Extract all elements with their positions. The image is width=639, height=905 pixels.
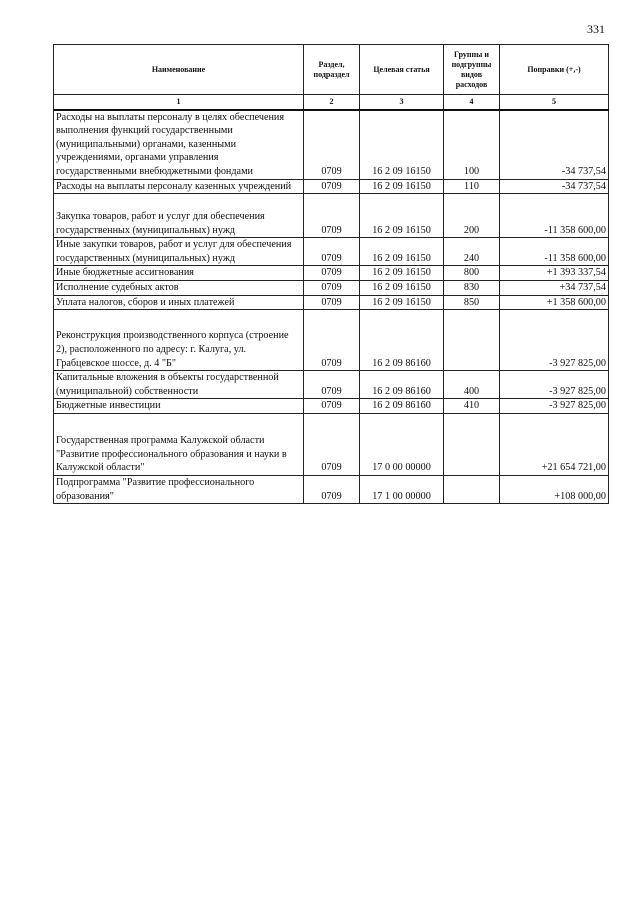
col-number-4: 4 [444, 95, 500, 110]
column-number-row [54, 95, 609, 110]
header-name: Наименование [54, 45, 304, 95]
table-row [54, 194, 609, 238]
row-amount: +1 393 337,54 [500, 266, 609, 281]
row-group [444, 413, 500, 475]
row-section: 0709 [304, 399, 360, 414]
row-name: Иные закупки товаров, работ и услуг для обеспечения государственных (муниципальных) нужд [54, 238, 304, 266]
row-target: 16 2 09 16150 [360, 266, 444, 281]
row-name: Реконструкция производственного корпуса (строение 2), расположенного по адресу: г. Калуга, ул. Грабцевское шоссе, д. 4 "Б" [54, 310, 304, 371]
row-amount: +108 000,00 [500, 475, 609, 503]
row-section: 0709 [304, 110, 360, 179]
col-number-5: 5 [500, 95, 609, 110]
row-name: Уплата налогов, сборов и иных платежей [54, 295, 304, 310]
row-name: Исполнение судебных актов [54, 280, 304, 295]
row-section: 0709 [304, 310, 360, 371]
row-group: 110 [444, 179, 500, 194]
row-group: 240 [444, 238, 500, 266]
row-group: 400 [444, 371, 500, 399]
row-group: 100 [444, 110, 500, 179]
table-row [54, 238, 609, 266]
table-row [54, 280, 609, 295]
row-target: 16 2 09 16150 [360, 110, 444, 179]
row-section: 0709 [304, 413, 360, 475]
row-name: Расходы на выплаты персоналу казенных учреждений [54, 179, 304, 194]
row-target: 17 0 00 00000 [360, 413, 444, 475]
row-target: 16 2 09 16150 [360, 295, 444, 310]
row-section: 0709 [304, 280, 360, 295]
row-section: 0709 [304, 266, 360, 281]
row-target: 16 2 09 16150 [360, 194, 444, 238]
row-target: 16 2 09 86160 [360, 399, 444, 414]
row-section: 0709 [304, 179, 360, 194]
col-number-3: 3 [360, 95, 444, 110]
table-row [54, 295, 609, 310]
row-amount: -3 927 825,00 [500, 399, 609, 414]
row-name: Бюджетные инвестиции [54, 399, 304, 414]
row-amount: +21 654 721,00 [500, 413, 609, 475]
col-number-2: 2 [304, 95, 360, 110]
page-number: 331 [587, 22, 605, 36]
row-group: 200 [444, 194, 500, 238]
row-name: Расходы на выплаты персоналу в целях обеспечения выполнения функций государственными (муниципальными) органами, казенными учреждениями, органами управления государственными внебюджетными фондами [54, 110, 304, 179]
row-target: 17 1 00 00000 [360, 475, 444, 503]
row-name: Подпрограмма "Развитие профессионального образования" [54, 475, 304, 503]
col-number-1: 1 [54, 95, 304, 110]
row-group: 830 [444, 280, 500, 295]
table-row [54, 266, 609, 281]
table-row [54, 413, 609, 475]
row-section: 0709 [304, 475, 360, 503]
table-row [54, 371, 609, 399]
row-name: Государственная программа Калужской области "Развитие профессионального образования и науки в Калужской области" [54, 413, 304, 475]
row-target: 16 2 09 86160 [360, 371, 444, 399]
row-name: Капитальные вложения в объекты государственной (муниципальной) собственности [54, 371, 304, 399]
table-row [54, 399, 609, 414]
row-group: 850 [444, 295, 500, 310]
row-target: 16 2 09 16150 [360, 179, 444, 194]
row-amount: -3 927 825,00 [500, 310, 609, 371]
row-target: 16 2 09 86160 [360, 310, 444, 371]
row-name: Иные бюджетные ассигнования [54, 266, 304, 281]
row-name: Закупка товаров, работ и услуг для обеспечения государственных (муниципальных) нужд [54, 194, 304, 238]
table-row [54, 179, 609, 194]
row-amount: -11 358 600,00 [500, 238, 609, 266]
row-amount: -34 737,54 [500, 179, 609, 194]
row-section: 0709 [304, 194, 360, 238]
row-section: 0709 [304, 295, 360, 310]
row-amount: +34 737,54 [500, 280, 609, 295]
row-section: 0709 [304, 238, 360, 266]
row-amount: -11 358 600,00 [500, 194, 609, 238]
header-target: Целевая статья [360, 45, 444, 95]
header-section: Раздел, подраздел [304, 45, 360, 95]
row-target: 16 2 09 16150 [360, 280, 444, 295]
header-amount: Поправки (+,-) [500, 45, 609, 95]
row-amount: +1 358 600,00 [500, 295, 609, 310]
table-row [54, 475, 609, 503]
row-amount: -34 737,54 [500, 110, 609, 179]
row-group [444, 475, 500, 503]
row-group [444, 310, 500, 371]
row-group: 410 [444, 399, 500, 414]
row-target: 16 2 09 16150 [360, 238, 444, 266]
budget-amendments-table [53, 44, 609, 504]
row-group: 800 [444, 266, 500, 281]
row-amount: -3 927 825,00 [500, 371, 609, 399]
header-group: Группы и подгруппы видов расходов [444, 45, 500, 95]
table-row [54, 110, 609, 179]
table-row [54, 310, 609, 371]
table-header-row [54, 45, 609, 95]
row-section: 0709 [304, 371, 360, 399]
